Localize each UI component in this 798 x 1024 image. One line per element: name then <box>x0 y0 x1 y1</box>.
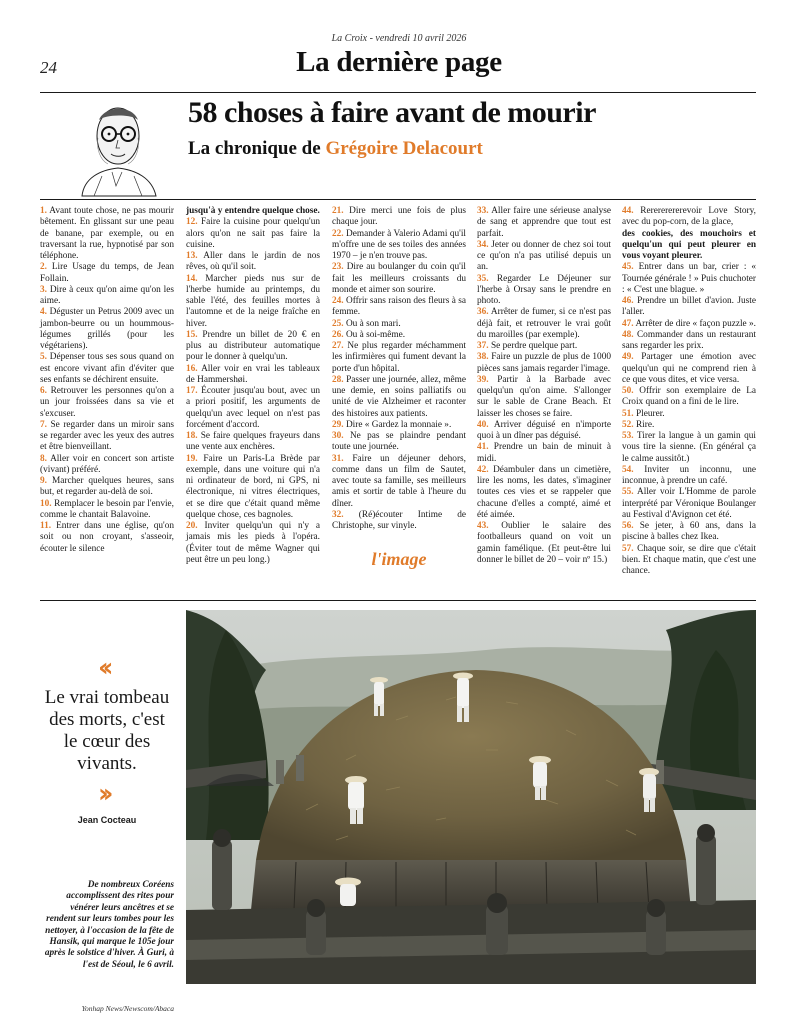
item-text: Prendre un billet d'avion. Juste l'aller. <box>622 296 756 318</box>
item-number: 56. <box>622 521 634 531</box>
item-text: Rire. <box>635 419 655 430</box>
list-item <box>332 319 466 330</box>
item-text: Dépenser tous ses sous quand on est encore vivant afin d'éviter que ses enfants se déchirent ensuite. <box>40 352 174 385</box>
item-text: Faire un déjeuner dehors, comme dans un film de Sautet, avec toute sa famille, ses meilleurs amis et sortir de table à l'heure du dîner. <box>332 453 466 509</box>
item-number: 38. <box>477 352 489 363</box>
item-text: Se faire quelques frayeurs dans une vente aux enchères. <box>186 431 321 453</box>
list-item <box>40 420 174 454</box>
section-title: La dernière page <box>296 46 502 78</box>
item-text: Déguster un Petrus 2009 avec un jambon-beurre ou un hoummous-légumes grillés (pour les végétariens). <box>40 307 175 351</box>
list-item <box>622 487 756 521</box>
item-number: 34. <box>477 239 489 250</box>
item-text: Ne plus regarder méchamment les infirmières qui fument devant la porte d'un hôpital. <box>332 341 466 374</box>
item-text: Faire un puzzle de plus de 1000 pièces sans jamais regarder l'image. <box>477 352 612 374</box>
item-text: Faire un Paris-La Brède par exemple, dans une voiture qui n'a ni ordinateur de bord, ni GPS, ni électronique, ni vitres électriques, et se dire que c'était quand même quelque chose, ces bagnoles. <box>186 453 320 520</box>
item-text: Tirer la langue à un gamin qui vous tire la sienne. (En général ça le calme aussitôt.) <box>622 431 756 464</box>
item-number: 9. <box>40 476 47 486</box>
item-number: 17. <box>186 386 198 396</box>
column-5 <box>622 206 757 576</box>
item-number: 3. <box>40 284 47 295</box>
item-number: 12. <box>186 217 198 228</box>
item-number: 37. <box>477 341 489 351</box>
item-text: Prendre un bain de minuit à midi. <box>477 442 612 464</box>
list-item <box>40 476 174 499</box>
item-number: 35. <box>477 273 489 284</box>
item-text: Aller voir en vrai les tableaux de Hammershøi. <box>186 363 321 385</box>
item-text: Dire au boulanger du coin qu'il fait les meilleurs croissants du monde et aimer son sourire. <box>332 262 466 295</box>
item-number: 50. <box>622 386 634 396</box>
list-item <box>40 386 174 420</box>
list-item <box>40 285 174 308</box>
item-text: Offrir son exemplaire de La Croix quand on a fini de le lire. <box>622 386 757 408</box>
masthead <box>0 0 798 96</box>
item-number: 14. <box>186 273 198 284</box>
item-text: Demander à Valerio Adami qu'il m'offre une de ses toiles des années 1970 – je n'en trouve pas. <box>332 228 466 261</box>
item-number: 27. <box>332 341 344 351</box>
list-item <box>332 510 466 533</box>
list-item <box>332 296 466 319</box>
headline: 58 choses à faire avant de mourir <box>188 96 596 129</box>
quote-block <box>40 655 174 825</box>
item-text: Pleurer. <box>635 408 665 419</box>
photo-credit: Yonhap News/Newscom/Abaca <box>81 1004 174 1013</box>
list-item <box>622 352 756 386</box>
item-number: 23. <box>332 262 344 273</box>
list-item <box>40 352 174 386</box>
top-rule <box>40 92 756 93</box>
item-text: Arrêter de dire « façon puzzle ». <box>635 318 756 329</box>
list-item <box>622 229 756 263</box>
item-number: 2. <box>40 262 47 273</box>
list-item <box>622 420 756 431</box>
item-number: 33. <box>477 206 489 216</box>
list-item <box>332 420 466 431</box>
list-item <box>477 307 611 341</box>
item-text: Entrer dans une église, qu'on soit ou non croyant, s'asseoir, écouter le silence <box>40 521 174 554</box>
item-text: Marcher quelques heures, sans but, et regarder au-delà de soi. <box>40 476 174 498</box>
list-item <box>622 262 756 296</box>
list-item <box>332 454 466 510</box>
image-section-rule <box>40 600 756 601</box>
list-item <box>186 251 320 274</box>
list-item <box>622 296 756 319</box>
list-item <box>622 319 756 330</box>
list-item <box>40 454 174 477</box>
item-number: 24. <box>332 296 344 306</box>
item-number: 43. <box>477 521 489 531</box>
item-number: 30. <box>332 431 344 441</box>
item-text: Aller voir en concert son artiste (vivant) préféré. <box>40 453 174 475</box>
item-number: 44. <box>622 206 634 216</box>
item-text: (Ré)écouter Intime de Christophe, sur vinyle. <box>332 509 466 531</box>
item-text: Ne pas se plaindre pendant toute une journée. <box>332 431 467 453</box>
item-number: 32. <box>332 509 344 520</box>
item-number: 29. <box>332 419 344 430</box>
item-number: 16. <box>186 363 198 374</box>
list-item <box>186 217 320 251</box>
list-item <box>622 521 756 544</box>
author-portrait <box>72 98 164 196</box>
list-item <box>477 375 611 420</box>
item-text: Chaque soir, se dire que c'était bien. Et chaque matin, que c'est une chance. <box>622 543 757 576</box>
list-item <box>40 206 174 262</box>
photo-tomb-cleaning <box>186 610 756 984</box>
item-number: 21. <box>332 206 344 216</box>
author-name: Grégoire Delacourt <box>325 138 483 159</box>
quote-close-icon: ›› <box>98 779 108 809</box>
list-item <box>477 240 611 274</box>
image-section-title: l'image <box>371 549 427 569</box>
item-number: 15. <box>186 329 198 340</box>
list-item <box>477 352 611 375</box>
item-text: Se regarder dans un miroir sans se regarder avec les yeux des autres et être bienveillant. <box>40 419 174 453</box>
list-item <box>477 341 611 352</box>
list-item <box>622 330 756 353</box>
page-number: 24 <box>40 58 57 77</box>
list-item <box>477 274 611 308</box>
item-number: 54. <box>622 464 634 475</box>
list-item <box>622 386 756 409</box>
list-item <box>186 364 320 387</box>
item-text: Ou à son mari. <box>345 318 401 329</box>
item-text: Marcher pieds nus sur de l'herbe humide au printemps, du sable l'été, des feuilles mortes à l'automne et de la neige fraîche en hiver. <box>186 273 320 329</box>
item-text: Partir à la Barbade avec quelqu'un qu'on aime. S'allonger sur le sable de Crane Beach. Et laisser les choses se faire. <box>477 374 611 419</box>
list-item <box>622 465 756 488</box>
article-columns <box>40 206 757 576</box>
column-2 <box>186 206 321 565</box>
item-text: Lire Usage du temps, de Jean Follain. <box>40 262 175 284</box>
item-text: Avant toute chose, ne pas mourir bêtement. En glissant sur une peau de banane, par exemple, ou en traversant la rue, hypnotisé par son téléphone. <box>40 206 174 261</box>
item-text: Aller dans le jardin de nos rêves, où qu'il soit. <box>186 251 321 273</box>
item-text: Regarder Le Déjeuner sur l'herbe à Orsay sans le prendre en photo. <box>477 273 611 306</box>
quote-text: Le vrai tombeau des morts, c'est le cœur des vivants. <box>44 687 170 774</box>
list-item <box>40 262 174 285</box>
item-number: 49. <box>622 352 634 363</box>
item-text: Déambuler dans un cimetière, lire les noms, les dates, s'imaginer toutes ces vies et se rappeler que chacune d'elles a compté, aimé et été aimée. <box>477 464 611 520</box>
item-number: 31. <box>332 453 344 464</box>
item-text: Prendre un billet de 20 € en plus au distributeur automatique pour le donner à quelqu'un. <box>186 329 320 363</box>
item-number: 36. <box>477 307 489 318</box>
item-text: Écouter jusqu'au bout, avec un a priori positif, les arguments de quelqu'un avec lequel on n'est pas forcément d'accord. <box>186 386 320 430</box>
item-number: 22. <box>332 228 344 239</box>
list-item <box>332 262 466 296</box>
list-item <box>477 442 611 465</box>
item-number: 11. <box>40 521 52 531</box>
item-text: Aller voir L'Homme de parole interprété par Véronique Boulanger au Festival d'Avignon cet été. <box>622 487 756 520</box>
item-number: 52. <box>622 419 634 430</box>
subhead-prefix: La chronique de <box>188 138 326 159</box>
list-item <box>477 465 611 521</box>
item-text: Inviter un inconnu, une inconnue, à prendre un café. <box>622 464 757 486</box>
item-number: 48. <box>622 329 634 340</box>
item-text: Arrêter de fumer, si ce n'est pas déjà fait, et retrouver le vrai goût du maroilles (par exemple). <box>477 307 611 340</box>
quote-author: Jean Cocteau <box>77 815 137 825</box>
list-item <box>186 431 320 454</box>
item-text: Oublier le salaire des footballeurs quand on voit un gamin famélique. (Et peut-être lui donner le billet de 20 – voir nº 15.) <box>477 521 611 565</box>
list-item <box>186 454 320 522</box>
list-item <box>40 307 174 352</box>
list-item <box>622 206 756 229</box>
list-item <box>332 206 466 229</box>
list-item <box>332 431 466 454</box>
item-number: 51. <box>622 408 634 419</box>
list-item <box>332 229 466 263</box>
list-item <box>622 431 756 465</box>
list-item <box>332 341 466 375</box>
item-text: des cookies, des mouchoirs et quelqu'un qui peut pleurer en vous voyant pleurer. <box>622 228 756 261</box>
item-number: 41. <box>477 442 489 453</box>
item-text: Se perdre quelque part. <box>490 341 578 351</box>
article-rule <box>40 199 756 200</box>
item-number: 1. <box>40 206 47 216</box>
column-3 <box>332 206 466 546</box>
item-number: 53. <box>622 431 634 441</box>
item-text: Se jeter, à 60 ans, dans la piscine à balles chez Ikea. <box>622 521 756 543</box>
item-number: 19. <box>186 453 198 464</box>
item-text: Remplacer le besoin par l'envie, comme le chantait Balavoine. <box>40 498 174 520</box>
item-number: 10. <box>40 498 52 509</box>
item-number: 42. <box>477 464 489 475</box>
item-number: 25. <box>332 318 344 329</box>
list-item <box>40 499 174 522</box>
dateline: La Croix - vendredi 10 avril 2026 <box>331 33 467 44</box>
item-number: 46. <box>622 296 634 306</box>
column-1 <box>40 206 175 554</box>
item-number: 40. <box>477 419 489 430</box>
item-number: 26. <box>332 329 344 340</box>
item-text: Faire la cuisine pour quelqu'un alors qu'on ne sait pas faire la cuisine. <box>186 217 320 250</box>
photo-caption: De nombreux Coréens accomplissent des rites pour vénérer leurs ancêtres et se rendent sur leurs tombes pour les nettoyer, à l'occasion de la fête de Hansik, qui marque le 105e jour après le solstice d'hiver. À Guri, à l'est de Séoul, le 6 avril. <box>44 880 174 970</box>
list-item <box>186 330 320 364</box>
subhead <box>188 138 483 160</box>
item-text: Entrer dans un bar, crier : « Tournée générale ! » Puis chuchoter : « C'est une blague. » <box>622 262 757 295</box>
quote-open-icon: ‹‹ <box>98 653 108 683</box>
item-text: jusqu'à y entendre quelque chose. <box>186 206 320 216</box>
item-number: 18. <box>186 431 198 441</box>
item-text: Passer une journée, allez, même une demie, en soins palliatifs ou unité de vie Alzheimer et raconter des histoires aux patients. <box>332 374 466 419</box>
list-item <box>332 375 466 420</box>
list-item <box>186 206 320 217</box>
item-text: Aller faire une sérieuse analyse de sang et apprendre que tout est parfait. <box>477 206 612 239</box>
list-item <box>477 420 611 443</box>
item-text: Arriver déguisé en n'importe quoi à un dîner pas déguisé. <box>477 419 611 441</box>
list-item <box>622 409 756 420</box>
item-text: Commander dans un restaurant sans regarder les prix. <box>622 329 756 351</box>
list-item <box>186 386 320 431</box>
column-4 <box>477 206 612 565</box>
list-item <box>186 274 320 330</box>
item-text: Ou à soi-même. <box>345 329 406 340</box>
item-text: Dire à ceux qu'on aime qu'on les aime. <box>40 284 174 306</box>
item-number: 47. <box>622 318 634 329</box>
item-text: Jeter ou donner de chez soi tout ce qu'on n'a pas utilisé depuis un an. <box>477 239 611 273</box>
item-text: Retrouver les personnes qu'on a un jour froissées dans sa vie et s'excuser. <box>40 386 174 419</box>
item-text: Dire « Gardez la monnaie ». <box>345 419 452 430</box>
item-number: 8. <box>40 453 47 464</box>
item-text: Partager une émotion avec quelqu'un qui ne comprend rien à ce que vous dites, et vice versa. <box>622 352 756 385</box>
item-number: 39. <box>477 374 489 385</box>
item-number: 57. <box>622 543 634 554</box>
item-number: 6. <box>40 386 47 396</box>
item-number: 13. <box>186 251 198 261</box>
list-item <box>332 330 466 341</box>
list-item <box>477 206 611 240</box>
item-number: 55. <box>622 487 634 498</box>
item-number: 4. <box>40 307 47 318</box>
item-text: Offrir sans raison des fleurs à sa femme. <box>332 296 466 318</box>
item-text: Dire merci une fois de plus chaque jour. <box>332 206 466 228</box>
item-text: Rerererererevoir Love Story, avec du pop-corn, de la glace, <box>622 206 756 228</box>
item-number: 28. <box>332 374 344 385</box>
item-number: 5. <box>40 352 47 363</box>
item-number: 20. <box>186 521 198 531</box>
item-text: Inviter quelqu'un qui n'y a jamais mis les pieds à l'opéra. (Éviter tout de même Wagner qui peut être un peu long.) <box>186 521 320 565</box>
item-number: 45. <box>622 262 634 273</box>
item-number: 7. <box>40 419 47 430</box>
